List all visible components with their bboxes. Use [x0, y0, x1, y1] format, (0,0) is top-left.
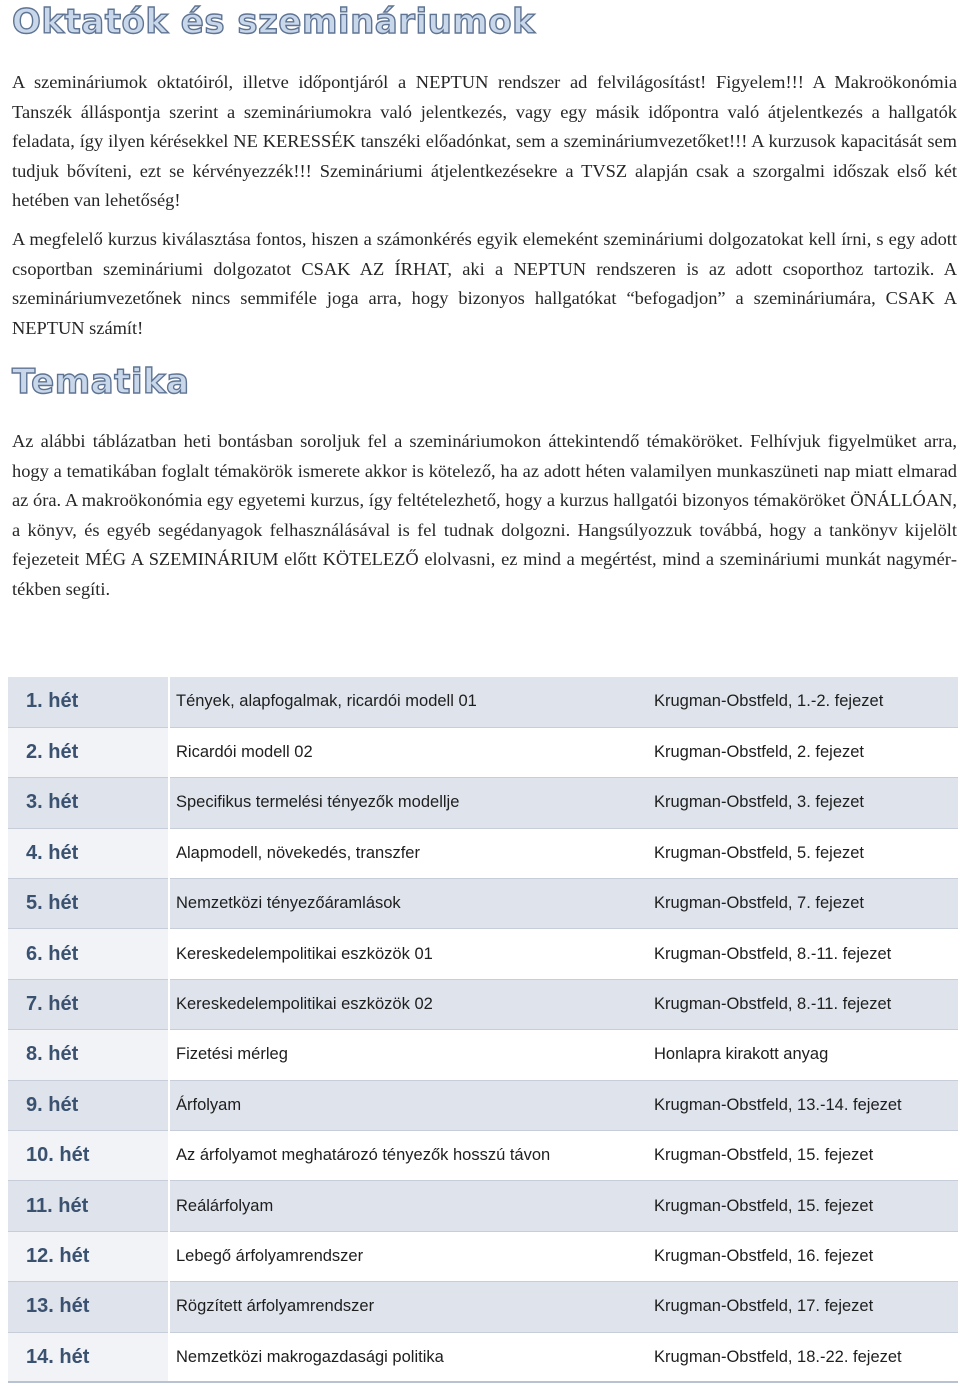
week-label: 13. hét: [8, 1282, 169, 1332]
week-label: 9. hét: [8, 1080, 169, 1130]
table-row: [8, 677, 958, 727]
topic-cell: Fizetési mérleg: [169, 1030, 654, 1080]
table-row: [8, 1282, 958, 1332]
week-label: 5. hét: [8, 879, 169, 929]
week-label: 12. hét: [8, 1231, 169, 1281]
topic-cell: Az árfolyamot meghatározó tényezők hosszú távon: [169, 1131, 654, 1181]
week-label: 14. hét: [8, 1332, 169, 1382]
section-title-tematika: Tematika: [12, 362, 190, 402]
reading-cell: Krugman-Obstfeld, 16. fejezet: [654, 1231, 958, 1281]
paragraph-neptun-info: A szemináriumok oktatóiról, illetve időpontjáról a NEPTUN rendszer ad felvilágosítást! Figyelem!!! A Makroökonómia Tanszék álláspontja szerint a szemináriumokra való jelentkezés, vagy egy másik időpontra való átjelentkezés a hallgatók feladata, így ilyen kérésekkel NE KERESSÉK tanszéki előadónkat, sem a szemináriumvezetőket!!! A kurzusok kapacitását sem tudjuk bővíteni, ezt se kérvényezzék!!! Szemináriumi átjelentkezésekre a TVSZ alapján csak a szorgalmi időszak első két hetében van lehetőség!: [12, 72, 957, 211]
schedule-table-body: [8, 677, 958, 1382]
reading-cell: Krugman-Obstfeld, 8.-11. fejezet: [654, 929, 958, 979]
table-row: [8, 1231, 958, 1281]
table-row: [8, 1332, 958, 1382]
reading-cell: Krugman-Obstfeld, 17. fejezet: [654, 1282, 958, 1332]
reading-cell: Krugman-Obstfeld, 1.-2. fejezet: [654, 677, 958, 727]
topic-cell: Nemzetközi tényezőáramlások: [169, 879, 654, 929]
week-label: 3. hét: [8, 778, 169, 828]
topic-cell: Tények, alapfogalmak, ricardói modell 01: [169, 677, 654, 727]
table-row: [8, 929, 958, 979]
reading-cell: Krugman-Obstfeld, 15. fejezet: [654, 1181, 958, 1231]
paragraph-course-selection: A megfelelő kurzus kiválasztása fontos, hiszen a számonkérés egyik elemeként szemináriumi dolgozatokat kell írni, s egy adott csoportban szemináriumi dolgozatot CSAK AZ ÍRHAT, aki a NEPTUN rendszeren is az adott csoporthoz tartozik. A szemináriumvezetőnek nincs semmiféle joga arra, hogy bizonyos hallgatókat “befogadjon” a szemináriumára, CSAK A NEPTUN számít!: [12, 229, 957, 338]
paragraph-tematika-intro: Az alábbi táblázatban heti bontásban soroljuk fel a szemináriumokon áttekintendő témaköröket. Felhívjuk figyelmüket arra, hogy a tematikában foglalt témakörök ismerete akkor is kötelező, ha az adott héten valamilyen munkaszüneti nap miatt elmarad az óra. A makroökonómia egy egyetemi kurzus, így feltételezhető, hogy a kurzus hallgatói bizonyos témaköröket ÖNÁLLÓAN, a könyv, és egyéb segédanyagok felhasználásával is fel tudnak dolgozni. Hangsúlyozzuk továbbá, hogy a tankönyv kijelölt fejezeteit MÉG A SZEMINÁRIUM előtt KÖTELEZŐ elolvasni, ez mind a megértést, mind a szemináriumi munkát nagymértékben segíti.: [12, 431, 957, 599]
table-row: [8, 879, 958, 929]
topic-cell: Lebegő árfolyamrendszer: [169, 1231, 654, 1281]
table-row: [8, 1181, 958, 1231]
reading-cell: Krugman-Obstfeld, 5. fejezet: [654, 828, 958, 878]
table-row: [8, 1080, 958, 1130]
reading-cell: Krugman-Obstfeld, 8.-11. fejezet: [654, 979, 958, 1029]
week-label: 8. hét: [8, 1030, 169, 1080]
table-row: [8, 828, 958, 878]
week-label: 11. hét: [8, 1181, 169, 1231]
topic-cell: Rögzített árfolyamrendszer: [169, 1282, 654, 1332]
table-row: [8, 1131, 958, 1181]
topic-cell: Ricardói modell 02: [169, 727, 654, 777]
topic-cell: Árfolyam: [169, 1080, 654, 1130]
topic-cell: Kereskedelempolitikai eszközök 02: [169, 979, 654, 1029]
week-label: 6. hét: [8, 929, 169, 979]
reading-cell: Krugman-Obstfeld, 18.-22. fejezet: [654, 1332, 958, 1382]
topic-cell: Reálárfolyam: [169, 1181, 654, 1231]
topic-cell: Specifikus termelési tényezők modellje: [169, 778, 654, 828]
section-title-oktatok: Oktatók és szemináriumok: [12, 2, 536, 42]
table-row: [8, 979, 958, 1029]
reading-cell: Krugman-Obstfeld, 15. fejezet: [654, 1131, 958, 1181]
week-label: 1. hét: [8, 677, 169, 727]
week-label: 4. hét: [8, 828, 169, 878]
reading-cell: Krugman-Obstfeld, 3. fejezet: [654, 778, 958, 828]
reading-cell: Krugman-Obstfeld, 2. fejezet: [654, 727, 958, 777]
week-label: 2. hét: [8, 727, 169, 777]
topic-cell: Kereskedelempolitikai eszközök 01: [169, 929, 654, 979]
reading-cell: Krugman-Obstfeld, 7. fejezet: [654, 879, 958, 929]
topic-cell: Alapmodell, növekedés, transzfer: [169, 828, 654, 878]
schedule-table: [8, 677, 958, 1383]
week-label: 7. hét: [8, 979, 169, 1029]
week-label: 10. hét: [8, 1131, 169, 1181]
table-row: [8, 778, 958, 828]
reading-cell: Krugman-Obstfeld, 13.-14. fejezet: [654, 1080, 958, 1130]
topic-cell: Nemzetközi makrogazdasági politika: [169, 1332, 654, 1382]
table-row: [8, 1030, 958, 1080]
reading-cell: Honlapra kirakott anyag: [654, 1030, 958, 1080]
table-row: [8, 727, 958, 777]
